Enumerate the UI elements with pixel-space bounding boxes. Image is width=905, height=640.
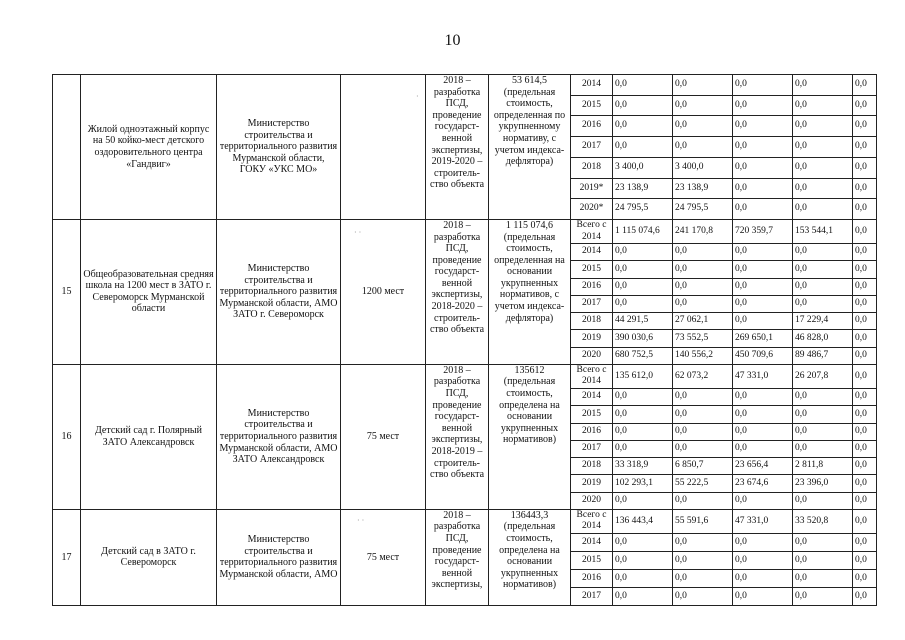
object-name-cell: Общеобразовательная средняя школа на 1200 мест в ЗАТО г. Североморск Мурманской области [81, 219, 217, 364]
amount-cell: 0,0 [613, 95, 673, 116]
amount-cell: 0,0 [673, 569, 733, 587]
amount-cell: 0,0 [613, 551, 673, 569]
year-cell: 2019 [571, 475, 613, 492]
table-row [53, 219, 877, 243]
amount-cell: 0,0 [733, 551, 793, 569]
amount-cell: 0,0 [793, 440, 853, 457]
amount-cell: 0,0 [793, 116, 853, 137]
year-cell: 2015 [571, 406, 613, 423]
amount-cell: 0,0 [613, 423, 673, 440]
amount-cell: 0,0 [613, 492, 673, 509]
year-cell: 2014 [571, 244, 613, 261]
amount-cell: 0,0 [793, 261, 853, 278]
amount-cell: 0,0 [733, 587, 793, 605]
amount-cell: 0,0 [733, 244, 793, 261]
amount-cell: 135 612,0 [613, 364, 673, 388]
amount-cell: 27 062,1 [673, 313, 733, 330]
amount-cell: 0,0 [613, 533, 673, 551]
amount-cell: 102 293,1 [613, 475, 673, 492]
amount-cell: 0,0 [793, 157, 853, 178]
amount-cell: 0,0 [673, 551, 733, 569]
amount-cell: 0,0 [793, 423, 853, 440]
amount-cell: 0,0 [613, 261, 673, 278]
customer-cell: Министерство строительства и территориального развития Мурманской области, АМО ЗАТО г. Североморск [217, 219, 341, 364]
cost-cell: 135612 (предельная стоимость, определена на основании укрупненных нормативов) [489, 364, 571, 509]
amount-cell: 0,0 [853, 569, 877, 587]
year-cell: 2016 [571, 116, 613, 137]
amount-cell: 46 828,0 [793, 330, 853, 347]
amount-cell: 0,0 [613, 75, 673, 96]
amount-cell: 0,0 [853, 261, 877, 278]
amount-cell: 24 795,5 [613, 199, 673, 220]
amount-cell: 0,0 [793, 137, 853, 158]
amount-cell: 0,0 [853, 423, 877, 440]
amount-cell: 0,0 [613, 295, 673, 312]
table-row [53, 75, 877, 96]
amount-cell: 0,0 [733, 389, 793, 406]
amount-cell: 3 400,0 [673, 157, 733, 178]
amount-cell: 0,0 [853, 313, 877, 330]
amount-cell: 0,0 [793, 244, 853, 261]
amount-cell: 680 752,5 [613, 347, 673, 364]
schedule-cell: 2018 – разработка ПСД, проведение государст-венной экспертизы, [426, 509, 489, 605]
amount-cell: 0,0 [853, 475, 877, 492]
amount-cell: 73 552,5 [673, 330, 733, 347]
amount-cell: 0,0 [793, 587, 853, 605]
scan-artifact: · [416, 92, 419, 101]
year-cell: Всего с 2014 [571, 219, 613, 243]
amount-cell: 24 795,5 [673, 199, 733, 220]
table-row [53, 509, 877, 533]
amount-cell: 62 073,2 [673, 364, 733, 388]
amount-cell: 0,0 [853, 406, 877, 423]
scan-artifact: · · [357, 516, 365, 525]
amount-cell: 0,0 [733, 137, 793, 158]
amount-cell: 0,0 [673, 278, 733, 295]
amount-cell: 0,0 [673, 423, 733, 440]
year-cell: 2017 [571, 587, 613, 605]
amount-cell: 0,0 [733, 75, 793, 96]
year-cell: 2014 [571, 389, 613, 406]
amount-cell: 0,0 [673, 75, 733, 96]
amount-cell: 23 396,0 [793, 475, 853, 492]
amount-cell: 33 520,8 [793, 509, 853, 533]
amount-cell: 0,0 [853, 509, 877, 533]
amount-cell: 1 115 074,6 [613, 219, 673, 243]
amount-cell: 0,0 [733, 261, 793, 278]
year-cell: 2016 [571, 569, 613, 587]
amount-cell: 0,0 [853, 95, 877, 116]
cost-cell: 136443,3 (предельная стоимость, определена на основании укрупненных нормативов) [489, 509, 571, 605]
amount-cell: 0,0 [853, 295, 877, 312]
amount-cell: 0,0 [733, 533, 793, 551]
amount-cell: 47 331,0 [733, 364, 793, 388]
amount-cell: 0,0 [853, 440, 877, 457]
amount-cell: 0,0 [853, 137, 877, 158]
amount-cell: 0,0 [853, 458, 877, 475]
amount-cell: 0,0 [673, 261, 733, 278]
row-number-cell: 16 [53, 364, 81, 509]
amount-cell: 0,0 [793, 178, 853, 199]
schedule-cell: 2018 – разработка ПСД, проведение государст-венной экспертизы, 2018-2019 – строитель-ство объекта [426, 364, 489, 509]
amount-cell: 0,0 [733, 406, 793, 423]
year-cell: 2018 [571, 313, 613, 330]
capacity-cell: 75 мест [341, 509, 426, 605]
amount-cell: 0,0 [793, 95, 853, 116]
investment-objects-table [52, 74, 877, 606]
amount-cell: 0,0 [673, 137, 733, 158]
year-cell: 2016 [571, 278, 613, 295]
amount-cell: 0,0 [793, 406, 853, 423]
amount-cell: 89 486,7 [793, 347, 853, 364]
object-name-cell: Жилой одноэтажный корпус на 50 койко-мест детского оздоровительного центра «Гандвиг» [81, 75, 217, 220]
amount-cell: 0,0 [733, 569, 793, 587]
amount-cell: 0,0 [613, 440, 673, 457]
scan-artifact: · · [354, 228, 362, 237]
amount-cell: 720 359,7 [733, 219, 793, 243]
amount-cell: 26 207,8 [793, 364, 853, 388]
capacity-cell: 75 мест [341, 364, 426, 509]
object-name-cell: Детский сад в ЗАТО г. Североморск [81, 509, 217, 605]
year-cell: 2017 [571, 137, 613, 158]
year-cell: 2015 [571, 261, 613, 278]
year-cell: 2017 [571, 295, 613, 312]
amount-cell: 0,0 [613, 389, 673, 406]
table-row [53, 364, 877, 388]
amount-cell: 44 291,5 [613, 313, 673, 330]
amount-cell: 33 318,9 [613, 458, 673, 475]
amount-cell: 0,0 [793, 75, 853, 96]
amount-cell: 0,0 [613, 278, 673, 295]
year-cell: 2014 [571, 533, 613, 551]
amount-cell: 0,0 [793, 278, 853, 295]
amount-cell: 0,0 [613, 587, 673, 605]
amount-cell: 0,0 [733, 199, 793, 220]
page-number: 10 [444, 32, 461, 49]
amount-cell: 55 222,5 [673, 475, 733, 492]
year-cell: 2020* [571, 199, 613, 220]
amount-cell: 0,0 [853, 75, 877, 96]
amount-cell: 140 556,2 [673, 347, 733, 364]
amount-cell: 153 544,1 [793, 219, 853, 243]
amount-cell: 0,0 [733, 313, 793, 330]
amount-cell: 0,0 [853, 157, 877, 178]
row-number-cell: 17 [53, 509, 81, 605]
amount-cell: 0,0 [673, 244, 733, 261]
amount-cell: 23 138,9 [613, 178, 673, 199]
amount-cell: 0,0 [733, 278, 793, 295]
year-cell: Всего с 2014 [571, 364, 613, 388]
amount-cell: 2 811,8 [793, 458, 853, 475]
amount-cell: 0,0 [673, 492, 733, 509]
amount-cell: 0,0 [853, 492, 877, 509]
capacity-cell: 1200 мест [341, 219, 426, 364]
amount-cell: 0,0 [733, 423, 793, 440]
amount-cell: 0,0 [853, 116, 877, 137]
amount-cell: 47 331,0 [733, 509, 793, 533]
amount-cell: 390 030,6 [613, 330, 673, 347]
amount-cell: 23 656,4 [733, 458, 793, 475]
amount-cell: 0,0 [613, 137, 673, 158]
capacity-cell [341, 75, 426, 220]
schedule-cell: 2018 – разработка ПСД, проведение государст-венной экспертизы, 2019-2020 – строитель-ство объекта [426, 75, 489, 220]
amount-cell: 0,0 [673, 95, 733, 116]
amount-cell: 0,0 [793, 199, 853, 220]
year-cell: 2015 [571, 95, 613, 116]
amount-cell: 0,0 [853, 551, 877, 569]
year-cell: 2018 [571, 458, 613, 475]
row-number-cell: 15 [53, 219, 81, 364]
amount-cell: 0,0 [853, 347, 877, 364]
amount-cell: 0,0 [853, 389, 877, 406]
cost-cell: 53 614,5 (предельная стоимость, определенная по укрупненному нормативу, с учетом индекса-дефлятора) [489, 75, 571, 220]
amount-cell: 0,0 [673, 406, 733, 423]
amount-cell: 0,0 [733, 295, 793, 312]
year-cell: 2014 [571, 75, 613, 96]
amount-cell: 0,0 [793, 533, 853, 551]
year-cell: Всего с 2014 [571, 509, 613, 533]
year-cell: 2019* [571, 178, 613, 199]
amount-cell: 0,0 [853, 219, 877, 243]
amount-cell: 0,0 [673, 116, 733, 137]
cost-cell: 1 115 074,6 (предельная стоимость, определенная на основании укрупненных нормативов, с учетом индекса-дефлятора) [489, 219, 571, 364]
amount-cell: 450 709,6 [733, 347, 793, 364]
amount-cell: 0,0 [673, 533, 733, 551]
amount-cell: 0,0 [613, 244, 673, 261]
amount-cell: 0,0 [793, 389, 853, 406]
amount-cell: 17 229,4 [793, 313, 853, 330]
amount-cell: 0,0 [613, 569, 673, 587]
amount-cell: 3 400,0 [613, 157, 673, 178]
amount-cell: 0,0 [673, 295, 733, 312]
object-name-cell: Детский сад г. Полярный ЗАТО Александровск [81, 364, 217, 509]
amount-cell: 0,0 [673, 389, 733, 406]
amount-cell: 0,0 [853, 199, 877, 220]
year-cell: 2020 [571, 492, 613, 509]
amount-cell: 241 170,8 [673, 219, 733, 243]
customer-cell: Министерство строительства и территориального развития Мурманской области, ГОКУ «УКС МО» [217, 75, 341, 220]
schedule-cell: 2018 – разработка ПСД, проведение государст-венной экспертизы, 2018-2020 – строитель-ство объекта [426, 219, 489, 364]
year-cell: 2017 [571, 440, 613, 457]
amount-cell: 0,0 [733, 492, 793, 509]
amount-cell: 0,0 [613, 406, 673, 423]
amount-cell: 0,0 [853, 330, 877, 347]
amount-cell: 0,0 [793, 569, 853, 587]
amount-cell: 0,0 [733, 440, 793, 457]
amount-cell: 6 850,7 [673, 458, 733, 475]
amount-cell: 23 138,9 [673, 178, 733, 199]
year-cell: 2020 [571, 347, 613, 364]
amount-cell: 0,0 [853, 244, 877, 261]
year-cell: 2015 [571, 551, 613, 569]
amount-cell: 136 443,4 [613, 509, 673, 533]
amount-cell: 0,0 [733, 95, 793, 116]
year-cell: 2016 [571, 423, 613, 440]
amount-cell: 269 650,1 [733, 330, 793, 347]
amount-cell: 0,0 [733, 157, 793, 178]
amount-cell: 0,0 [673, 440, 733, 457]
amount-cell: 0,0 [793, 551, 853, 569]
amount-cell: 0,0 [673, 587, 733, 605]
row-number-cell [53, 75, 81, 220]
year-cell: 2019 [571, 330, 613, 347]
amount-cell: 0,0 [733, 116, 793, 137]
amount-cell: 0,0 [853, 178, 877, 199]
amount-cell: 55 591,6 [673, 509, 733, 533]
amount-cell: 0,0 [793, 492, 853, 509]
customer-cell: Министерство строительства и территориального развития Мурманской области, АМО [217, 509, 341, 605]
amount-cell: 0,0 [853, 278, 877, 295]
amount-cell: 0,0 [613, 116, 673, 137]
amount-cell: 0,0 [853, 364, 877, 388]
amount-cell: 0,0 [853, 587, 877, 605]
year-cell: 2018 [571, 157, 613, 178]
amount-cell: 0,0 [793, 295, 853, 312]
amount-cell: 0,0 [733, 178, 793, 199]
amount-cell: 0,0 [853, 533, 877, 551]
amount-cell: 23 674,6 [733, 475, 793, 492]
customer-cell: Министерство строительства и территориального развития Мурманской области, АМО ЗАТО Александровск [217, 364, 341, 509]
